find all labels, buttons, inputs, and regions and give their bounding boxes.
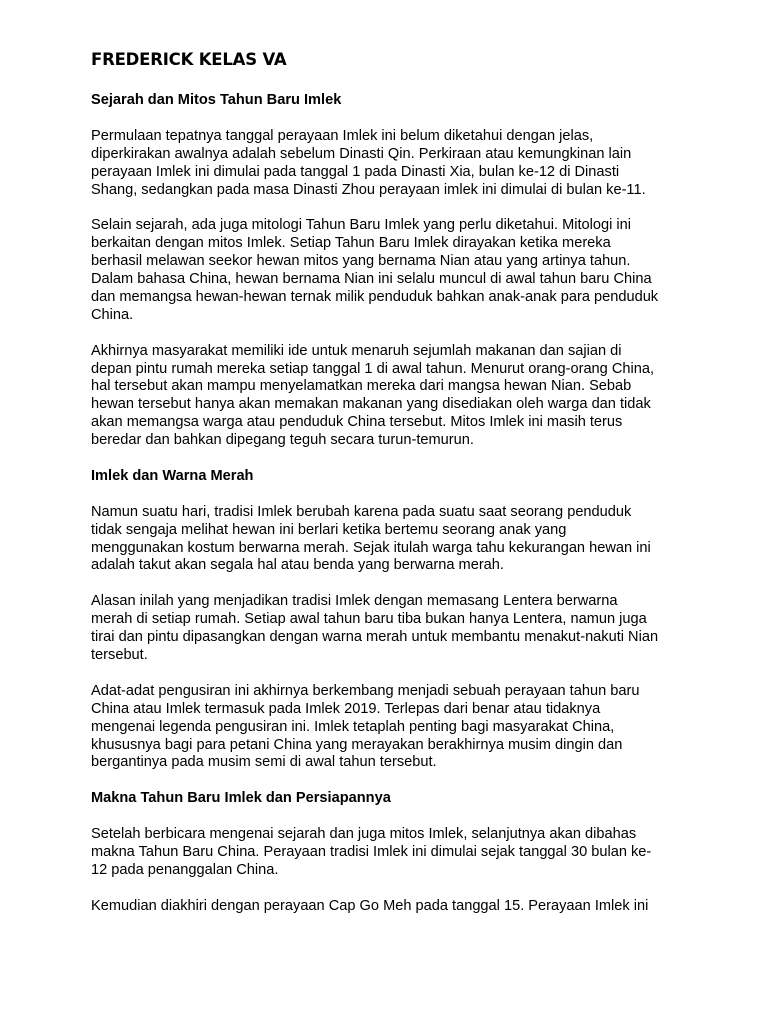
text-line: hal tersebut akan mampu menyelamatkan mereka dari mangsa hewan Nian. Sebab xyxy=(91,378,632,395)
text-line: akan memangsa warga atau penduduk China tersebut. Mitos Imlek ini masih terus xyxy=(91,414,623,431)
document-title: FREDERICK KELAS VA xyxy=(91,50,287,69)
paragraph xyxy=(91,504,691,576)
paragraph-spacer xyxy=(91,199,691,217)
text-line: depan pintu rumah mereka setiap tanggal 1 di awal tahun. Menurut orang-orang China, xyxy=(91,360,655,377)
paragraph xyxy=(91,128,691,200)
paragraph xyxy=(91,898,691,916)
paragraph-spacer xyxy=(91,665,691,683)
document-body xyxy=(91,92,691,916)
text-line: berkaitan dengan mitos Imlek. Setiap Tahun Baru Imlek dirayakan ketika mereka xyxy=(91,235,611,252)
text-line: China atau Imlek termasuk pada Imlek 2019. Terlepas dari benar atau tidaknya xyxy=(91,700,601,717)
section-heading: Imlek dan Warna Merah xyxy=(91,467,254,484)
paragraph-spacer xyxy=(91,486,691,504)
text-line: khususnya bagi para petani China yang merayakan berakhirnya musim dingin dan xyxy=(91,736,623,753)
text-line: Selain sejarah, ada juga mitologi Tahun Baru Imlek yang perlu diketahui. Mitologi ini xyxy=(91,217,632,234)
section-heading: Makna Tahun Baru Imlek dan Persiapannya xyxy=(91,790,391,807)
paragraph-spacer xyxy=(91,325,691,343)
text-line: Shang, sedangkan pada masa Dinasti Zhou perayaan imlek ini dimulai di bulan ke-11. xyxy=(91,181,646,198)
text-line: Namun suatu hari, tradisi Imlek berubah karena pada suatu saat seorang penduduk xyxy=(91,503,632,520)
text-line: Akhirnya masyarakat memiliki ide untuk menaruh sejumlah makanan dan sajian di xyxy=(91,342,622,359)
text-line: China. xyxy=(91,306,134,323)
paragraph-spacer xyxy=(91,880,691,898)
text-line: Adat-adat pengusiran ini akhirnya berkembang menjadi sebuah perayaan tahun baru xyxy=(91,682,640,699)
paragraph xyxy=(91,593,691,665)
text-line: Dalam bahasa China, hewan bernama Nian ini selalu muncul di awal tahun baru China xyxy=(91,271,652,288)
text-line: adalah takut akan segala hal atau benda yang berwarna merah. xyxy=(91,557,504,574)
text-line: mengenai legenda pengusiran ini. Imlek tetaplah penting bagi masyarakat China, xyxy=(91,718,615,735)
paragraph-spacer xyxy=(91,450,691,468)
text-line: Kemudian diakhiri dengan perayaan Cap Go Meh pada tanggal 15. Perayaan Imlek ini xyxy=(91,897,649,914)
text-line: Alasan inilah yang menjadikan tradisi Imlek dengan memasang Lentera berwarna xyxy=(91,593,618,610)
text-line: Permulaan tepatnya tanggal perayaan Imlek ini belum diketahui dengan jelas, xyxy=(91,127,594,144)
text-line: 12 pada penanggalan China. xyxy=(91,861,279,878)
text-line: perayaan Imlek ini dimulai pada tanggal 1 pada Dinasti Xia, bulan ke-12 di Dinasti xyxy=(91,163,620,180)
text-line: berhasil melawan seekor hewan mitos yang bernama Nian atau yang artinya tahun. xyxy=(91,253,631,270)
paragraph xyxy=(91,826,691,880)
paragraph-spacer xyxy=(91,772,691,790)
paragraph xyxy=(91,683,691,773)
text-line: tersebut. xyxy=(91,647,148,663)
text-line: Setelah berbicara mengenai sejarah dan juga mitos Imlek, selanjutnya akan dibahas xyxy=(91,826,637,843)
section-heading: Sejarah dan Mitos Tahun Baru Imlek xyxy=(91,92,342,108)
text-line: menggunakan kostum berwarna merah. Sejak itulah warga tahu kekurangan hewan ini xyxy=(91,539,651,556)
paragraph-spacer xyxy=(91,575,691,593)
paragraph xyxy=(91,343,691,450)
paragraph-spacer xyxy=(91,808,691,826)
paragraph xyxy=(91,217,691,324)
text-line: makna Tahun Baru China. Perayaan tradisi Imlek ini dimulai sejak tanggal 30 bulan ke- xyxy=(91,843,652,860)
text-line: diperkirakan awalnya adalah sebelum Dinasti Qin. Perkiraan atau kemungkinan lain xyxy=(91,145,632,162)
text-line: merah di setiap rumah. Setiap awal tahun baru tiba bukan hanya Lentera, namun juga xyxy=(91,611,647,628)
paragraph-spacer xyxy=(91,110,691,128)
text-line: tidak sengaja melihat hewan ini berlari ketika bertemu seorang anak yang xyxy=(91,521,567,538)
text-line: hewan tersebut hanya akan memakan makanan yang disediakan oleh warga dan tidak xyxy=(91,396,651,413)
text-line: tirai dan pintu dipasangkan dengan warna merah untuk membantu menakut-nakuti Nian xyxy=(91,629,659,646)
text-line: bergantinya pada musim semi di awal tahun tersebut. xyxy=(91,754,437,771)
text-line: beredar dan bahkan dipegang teguh secara turun-temurun. xyxy=(91,432,474,449)
text-line: dan memangsa hewan-hewan ternak milik penduduk bahkan anak-anak para penduduk xyxy=(91,288,659,305)
